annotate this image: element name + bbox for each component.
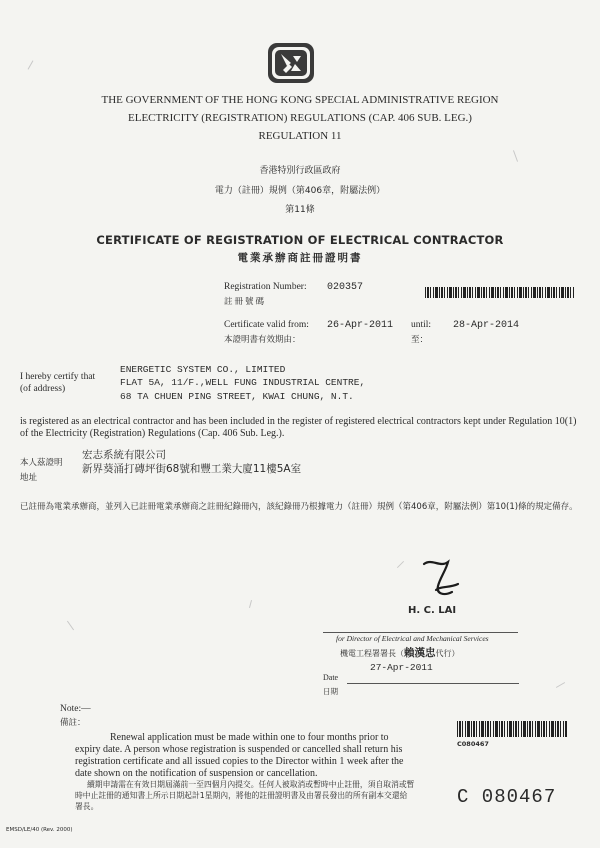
signatory-name: H. C. LAI [408, 605, 457, 616]
date-label: Date [323, 673, 339, 682]
certificate-title-en: CERTIFICATE OF REGISTRATION OF ELECTRICAL CONTRACTOR [96, 233, 504, 247]
valid-from-label-zh: 本證明書有效期由： [224, 335, 301, 345]
signatory-title-zh-suffix: 代行） [435, 649, 460, 658]
handwritten-signature [418, 556, 466, 600]
note-text-en: Renewal application must be made within one to four months prior to expiry date. A person whose registration is suspended or cancelled shall return his registration certificate and all issued copies to the Director within 1 week after the date shown on the notification of suspension or cancellation. [75, 732, 404, 779]
serial-barcode [457, 721, 567, 737]
electrical-emblem-icon [267, 42, 315, 84]
registration-number-label: Registration Number: [224, 282, 307, 292]
note-label-zh: 備註： [60, 718, 86, 728]
registration-statement-zh: 已註冊為電業承辦商，並列入已註冊電業承辦商之註冊紀錄冊內，該紀錄冊乃根據電力（註冊）規例（第406章，附屬法例）第10(1)條的規定備存。 [20, 502, 578, 512]
valid-from-date: 26-Apr-2011 [327, 320, 394, 331]
regulation-number-en: REGULATION 11 [258, 130, 342, 142]
regulations-heading-en: ELECTRICITY (REGISTRATION) REGULATIONS (CAP. 406 SUB. LEG.) [128, 112, 472, 124]
signature-line [323, 632, 518, 633]
until-label: until: [411, 320, 432, 330]
signatory-name-zh: 賴漢忠 [404, 647, 436, 659]
address-label: (of address) [20, 384, 66, 394]
registration-barcode [425, 287, 575, 298]
valid-from-label: Certificate valid from: [224, 320, 309, 330]
note-text-zh: 續期申請需在有效日期屆滿前一至四個月內提交。任何人被取消或暫時中止註冊，須自取消或暫時中止註冊的通知書上所示日期起計1星期內，將他的註冊證明書及由署長發出的所有副本交還給署長。 [75, 780, 415, 811]
signatory-title-zh [340, 645, 460, 660]
address-line-2-en: 68 TA CHUEN PING STREET, KWAI CHUNG, N.T. [120, 391, 354, 402]
date-line [347, 683, 519, 684]
certify-label-zh: 本人茲證明 [20, 458, 63, 468]
serial-barcode-label: C080467 [457, 740, 489, 748]
note-label: Note:— [60, 704, 91, 714]
form-code: EMSD/LE/40 (Rev. 2000) [6, 827, 73, 833]
date-label-zh: 日期 [323, 687, 338, 696]
government-heading-en: THE GOVERNMENT OF THE HONG KONG SPECIAL ADMINISTRATIVE REGION [101, 94, 499, 106]
registration-number-label-zh: 註冊號碼 [224, 297, 267, 307]
address-zh: 新界葵涌打磚坪街68號和豐工業大廈11樓5A室 [82, 463, 302, 475]
certificate-title-zh: 電業承辦商註冊證明書 [237, 252, 363, 264]
address-label-zh: 地址 [20, 473, 38, 483]
certify-label: I hereby certify that [20, 372, 96, 382]
until-label-zh: 至： [411, 335, 429, 345]
signatory-title-zh-prefix: 機電工程署署長（ [340, 649, 404, 658]
company-name-zh: 宏志系統有限公司 [82, 449, 166, 461]
regulations-heading-zh: 電力（註冊）規例（第406章，附屬法例） [214, 186, 386, 196]
signatory-title-en: for Director of Electrical and Mechanical Services [336, 634, 489, 643]
valid-until-date: 28-Apr-2014 [453, 320, 520, 331]
government-heading-zh: 香港特別行政區政府 [259, 166, 341, 176]
regulation-number-zh: 第11條 [285, 205, 315, 215]
address-line-1-en: FLAT 5A, 11/F.,WELL FUNG INDUSTRIAL CENTRE, [120, 377, 366, 388]
serial-number: C 080467 [457, 786, 557, 808]
registration-statement-en: is registered as an electrical contractor and has been included in the register of registered electrical contractors kept under Regulation 10(1) of the Electricity (Registration) Regulations (Cap. 406 Sub. Leg.). [20, 416, 577, 439]
registration-number-value: 020357 [327, 282, 364, 293]
signature-date: 27-Apr-2011 [370, 662, 433, 673]
company-name-en: ENERGETIC SYSTEM CO., LIMITED [120, 364, 286, 375]
